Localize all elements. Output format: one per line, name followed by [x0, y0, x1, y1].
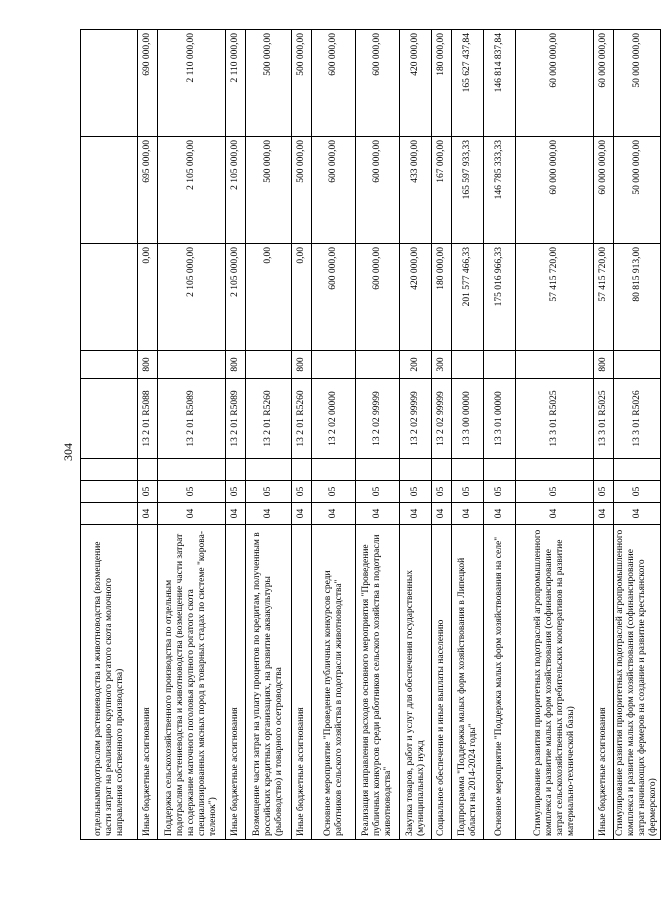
- cell-section: 04: [516, 503, 594, 525]
- cell-amount-year1: 420 000,00: [400, 244, 432, 351]
- cell-section: 04: [484, 503, 516, 525]
- cell-target-article: 13 2 01 R5089: [226, 379, 246, 459]
- table-row: [452, 30, 484, 840]
- cell-amount-year3: 60 000 000,00: [594, 30, 614, 137]
- cell-subsection: 05: [400, 481, 432, 503]
- cell-section: 04: [226, 503, 246, 525]
- cell-expense-type: 800: [594, 351, 614, 379]
- cell-empty: [452, 459, 484, 481]
- cell-amount-year1: 175 016 966,33: [484, 244, 516, 351]
- cell-expense-type: 300: [432, 351, 452, 379]
- cell-target-article: 13 2 02 99999: [400, 379, 432, 459]
- cell-amount-year3: 146 814 837,84: [484, 30, 516, 137]
- table-row: [312, 30, 356, 840]
- cell-amount-year2: 60 000 000,00: [516, 137, 594, 244]
- cell-amount-year3: [81, 30, 138, 137]
- cell-amount-year1: 180 000,00: [432, 244, 452, 351]
- cell-expense-type: 800: [138, 351, 158, 379]
- cell-expense-type: [516, 351, 594, 379]
- cell-subsection: 05: [484, 481, 516, 503]
- cell-amount-year3: 420 000,00: [400, 30, 432, 137]
- cell-amount-year2: 60 000 000,00: [594, 137, 614, 244]
- cell-empty: [400, 459, 432, 481]
- table-row: [484, 30, 516, 840]
- cell-subsection: 05: [226, 481, 246, 503]
- cell-name: Стимулирование развития приоритетных подотраслей агропромышленного комплекса и развитие малых форм хозяйствования (софинансирование затрат начинающих фермеров на создание и развитие крестьянского (фермерского): [614, 525, 661, 840]
- cell-amount-year2: 695 000,00: [138, 137, 158, 244]
- cell-section: 04: [432, 503, 452, 525]
- cell-name: Стимулирование развития приоритетных подотраслей агропромышленного комплекса и развитие малых форм хозяйствования (софинансирование затрат сельскохозяйственных потребительских кооперативов на развитие материально-технической базы): [516, 525, 594, 840]
- table-row: [356, 30, 400, 840]
- cell-section: 04: [158, 503, 226, 525]
- cell-amount-year3: 600 000,00: [312, 30, 356, 137]
- cell-amount-year1: [81, 244, 138, 351]
- cell-name: Иные бюджетные ассигнования: [226, 525, 246, 840]
- cell-subsection: 05: [594, 481, 614, 503]
- cell-amount-year3: 500 000,00: [292, 30, 312, 137]
- cell-empty: [158, 459, 226, 481]
- cell-amount-year1: 57 415 720,00: [516, 244, 594, 351]
- cell-amount-year1: 0,00: [292, 244, 312, 351]
- cell-section: 04: [594, 503, 614, 525]
- table-row: [81, 30, 138, 840]
- table-row: [226, 30, 246, 840]
- cell-subsection: 05: [516, 481, 594, 503]
- cell-amount-year1: 0,00: [138, 244, 158, 351]
- cell-subsection: 05: [452, 481, 484, 503]
- cell-target-article: 13 2 02 99999: [432, 379, 452, 459]
- cell-section: 04: [312, 503, 356, 525]
- cell-amount-year2: 433 000,00: [400, 137, 432, 244]
- cell-subsection: 05: [356, 481, 400, 503]
- cell-section: 04: [138, 503, 158, 525]
- cell-section: 04: [292, 503, 312, 525]
- cell-empty: [312, 459, 356, 481]
- cell-amount-year2: 146 785 333,33: [484, 137, 516, 244]
- cell-amount-year1: 0,00: [246, 244, 292, 351]
- cell-target-article: 13 2 02 99999: [356, 379, 400, 459]
- cell-name: Закупка товаров, работ и услуг для обеспечения государственных (муниципальных) нужд: [400, 525, 432, 840]
- cell-empty: [484, 459, 516, 481]
- cell-amount-year2: 500 000,00: [292, 137, 312, 244]
- cell-amount-year2: 165 597 933,33: [452, 137, 484, 244]
- cell-name: Возмещение части затрат на уплату процентов по кредитам, полученным в российских кредитных организациях, на развитие аквакультуры (рыбоводство) и товарного осетроводства: [246, 525, 292, 840]
- cell-amount-year3: 690 000,00: [138, 30, 158, 137]
- cell-target-article: 13 3 01 R5026: [614, 379, 661, 459]
- cell-subsection: 05: [432, 481, 452, 503]
- cell-amount-year3: 2 110 000,00: [226, 30, 246, 137]
- cell-amount-year2: 50 000 000,00: [614, 137, 661, 244]
- cell-section: 04: [614, 503, 661, 525]
- cell-amount-year3: 180 000,00: [432, 30, 452, 137]
- cell-expense-type: 800: [226, 351, 246, 379]
- cell-empty: [356, 459, 400, 481]
- cell-section: [81, 503, 138, 525]
- cell-expense-type: [356, 351, 400, 379]
- table-row: [246, 30, 292, 840]
- cell-amount-year2: 500 000,00: [246, 137, 292, 244]
- table-row: [594, 30, 614, 840]
- cell-empty: [614, 459, 661, 481]
- cell-expense-type: [452, 351, 484, 379]
- cell-expense-type: [246, 351, 292, 379]
- cell-target-article: [81, 379, 138, 459]
- cell-amount-year2: [81, 137, 138, 244]
- cell-amount-year2: 600 000,00: [356, 137, 400, 244]
- table-row: [292, 30, 312, 840]
- budget-table: [80, 29, 661, 840]
- cell-expense-type: [158, 351, 226, 379]
- cell-amount-year3: 165 627 437,84: [452, 30, 484, 137]
- cell-subsection: [81, 481, 138, 503]
- cell-empty: [138, 459, 158, 481]
- cell-empty: [516, 459, 594, 481]
- cell-expense-type: 200: [400, 351, 432, 379]
- cell-amount-year1: 80 815 913,00: [614, 244, 661, 351]
- cell-section: 04: [246, 503, 292, 525]
- cell-name: Социальное обеспечение и иные выплаты населению: [432, 525, 452, 840]
- table-row: [400, 30, 432, 840]
- cell-empty: [432, 459, 452, 481]
- cell-target-article: 13 3 01 R5025: [594, 379, 614, 459]
- cell-subsection: 05: [158, 481, 226, 503]
- cell-expense-type: [484, 351, 516, 379]
- cell-amount-year1: 600 000,00: [312, 244, 356, 351]
- table-row: [614, 30, 661, 840]
- cell-empty: [81, 459, 138, 481]
- cell-target-article: 13 2 01 R5260: [292, 379, 312, 459]
- cell-section: 04: [452, 503, 484, 525]
- cell-target-article: 13 2 02 00000: [312, 379, 356, 459]
- table-row: [138, 30, 158, 840]
- cell-expense-type: [614, 351, 661, 379]
- cell-subsection: 05: [292, 481, 312, 503]
- budget-table-body: [81, 30, 661, 840]
- cell-amount-year3: 600 000,00: [356, 30, 400, 137]
- cell-name: Иные бюджетные ассигнования: [594, 525, 614, 840]
- cell-name: Подпрограмма "Поддержка малых форм хозяйствования в Липецкой области на 2014-2024 годы": [452, 525, 484, 840]
- cell-target-article: 13 2 01 R5089: [158, 379, 226, 459]
- cell-empty: [594, 459, 614, 481]
- cell-target-article: 13 3 01 R5025: [516, 379, 594, 459]
- cell-amount-year3: 2 110 000,00: [158, 30, 226, 137]
- cell-empty: [226, 459, 246, 481]
- budget-table-rotated: [80, 30, 658, 840]
- cell-amount-year3: 500 000,00: [246, 30, 292, 137]
- cell-subsection: 05: [312, 481, 356, 503]
- table-row: [158, 30, 226, 840]
- cell-expense-type: [81, 351, 138, 379]
- table-row: [432, 30, 452, 840]
- cell-name: Поддержка сельскохозяйственного производства по отдельным подотраслям растениеводства и животноводства (возмещение части затрат на содержание маточного поголовья крупного рогатого скота специализированных мясных пород в товарных стадах по системе "корова-теленок"): [158, 525, 226, 840]
- cell-subsection: 05: [246, 481, 292, 503]
- cell-amount-year2: 2 105 000,00: [226, 137, 246, 244]
- cell-amount-year2: 167 000,00: [432, 137, 452, 244]
- cell-amount-year1: 2 105 000,00: [226, 244, 246, 351]
- cell-target-article: 13 3 01 00000: [484, 379, 516, 459]
- cell-subsection: 05: [138, 481, 158, 503]
- cell-target-article: 13 2 01 R5260: [246, 379, 292, 459]
- cell-amount-year1: 57 415 720,00: [594, 244, 614, 351]
- cell-name: отдельнымподотраслям растениеводства и животноводства (возмещение части затрат на реализацию крупного рогатого скота молочного направления собственного производства): [81, 525, 138, 840]
- cell-empty: [246, 459, 292, 481]
- cell-amount-year2: 2 105 000,00: [158, 137, 226, 244]
- cell-amount-year1: 201 577 466,33: [452, 244, 484, 351]
- cell-name: Основное мероприятие "Проведение публичных конкурсов среди работников сельского хозяйства в подотрасли животноводства": [312, 525, 356, 840]
- cell-amount-year1: 600 000,00: [356, 244, 400, 351]
- cell-target-article: 13 3 00 00000: [452, 379, 484, 459]
- table-row: [516, 30, 594, 840]
- cell-amount-year3: 60 000 000,00: [516, 30, 594, 137]
- cell-name: Иные бюджетные ассигнования: [292, 525, 312, 840]
- cell-subsection: 05: [614, 481, 661, 503]
- cell-amount-year2: 600 000,00: [312, 137, 356, 244]
- cell-name: Реализация направления расходов основного мероприятия "Проведение публичных конкурсов среди работников сельского хозяйства в подотрасли животноводства": [356, 525, 400, 840]
- cell-expense-type: 800: [292, 351, 312, 379]
- cell-name: Иные бюджетные ассигнования: [138, 525, 158, 840]
- cell-target-article: 13 2 01 R5088: [138, 379, 158, 459]
- cell-expense-type: [312, 351, 356, 379]
- cell-section: 04: [356, 503, 400, 525]
- cell-amount-year3: 50 000 000,00: [614, 30, 661, 137]
- cell-amount-year1: 2 105 000,00: [158, 244, 226, 351]
- cell-name: Основное мероприятие "Поддержка малых форм хозяйствования на селе": [484, 525, 516, 840]
- cell-empty: [292, 459, 312, 481]
- page-number: 304: [61, 443, 75, 461]
- cell-section: 04: [400, 503, 432, 525]
